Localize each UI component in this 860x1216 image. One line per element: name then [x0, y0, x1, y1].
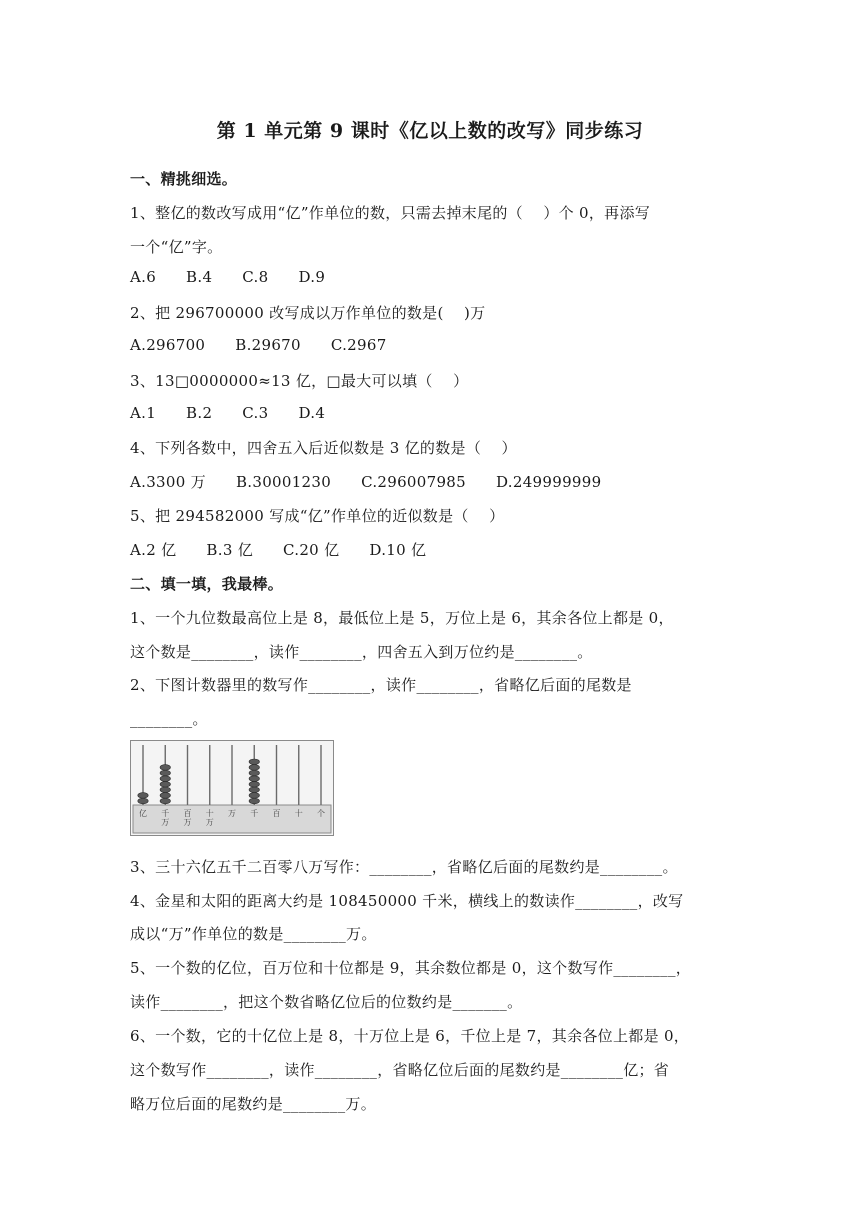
abacus-figure: [130, 740, 334, 836]
option-b: B.2: [186, 404, 213, 422]
abacus-bead: [138, 798, 148, 804]
question-1-3-options: [130, 404, 355, 422]
abacus-place-label: 千万: [161, 809, 170, 827]
option-a: A.296700: [130, 336, 206, 354]
option-c: C.20 亿: [283, 541, 340, 559]
option-d: D.10 亿: [369, 541, 427, 559]
question-2-4-line2: 成以“万”作单位的数是________万。: [130, 925, 377, 943]
option-b: B.3 亿: [206, 541, 254, 559]
abacus-bead: [249, 776, 259, 782]
abacus-bead: [160, 798, 170, 804]
abacus-place-label: 千: [250, 809, 259, 818]
question-1-5: 5、把 294582000 写成“亿”作单位的近似数是（ ）: [130, 507, 505, 525]
abacus-bead: [249, 759, 259, 765]
abacus-bead: [249, 787, 259, 793]
question-1-2: 2、把 296700000 改写成以万作单位的数是( )万: [130, 304, 486, 322]
abacus-place-label: 百万: [183, 809, 192, 827]
option-d: D.249999999: [496, 473, 602, 491]
question-2-5-line1: 5、一个数的亿位，百万位和十位都是 9，其余数位都是 0，这个数写作________，: [130, 959, 692, 977]
question-2-1-line1: 1、一个九位数最高位上是 8，最低位上是 5，万位上是 6，其余各位上都是 0，: [130, 609, 674, 627]
question-1-1-line1: 1、整亿的数改写成用“亿”作单位的数，只需去掉末尾的（ ）个 0，再添写: [130, 204, 651, 222]
abacus-bead: [160, 765, 170, 771]
option-d: D.4: [298, 404, 326, 422]
question-2-4-line1: 4、金星和太阳的距离大约是 108450000 千米，横线上的数读作________，改写: [130, 892, 684, 910]
abacus-bead: [249, 781, 259, 787]
option-b: B.29670: [235, 336, 301, 354]
option-c: C.3: [242, 404, 269, 422]
option-a: A.2 亿: [130, 541, 177, 559]
section-heading-2: 二、填一填，我最棒。: [130, 575, 284, 593]
option-b: B.4: [186, 268, 213, 286]
option-d: D.9: [298, 268, 326, 286]
option-a: A.6: [130, 268, 157, 286]
abacus-bead: [249, 793, 259, 799]
abacus-bead: [160, 793, 170, 799]
option-c: C.2967: [330, 336, 387, 354]
option-a: A.1: [130, 404, 157, 422]
abacus-bead: [160, 776, 170, 782]
option-a: A.3300 万: [130, 473, 206, 491]
abacus-bead: [249, 770, 259, 776]
question-2-6-line3: 略万位后面的尾数约是________万。: [130, 1095, 377, 1113]
abacus-place-label: 万: [228, 809, 236, 818]
question-2-2-line2: ________。: [130, 710, 208, 728]
abacus-place-label: 个: [317, 809, 325, 818]
question-1-1-line2: 一个“亿”字。: [130, 238, 223, 256]
abacus-place-label: 十万: [205, 809, 214, 827]
abacus-bead: [160, 770, 170, 776]
abacus-bead: [138, 793, 148, 799]
option-c: C.296007985: [361, 473, 466, 491]
section-heading-1: 一、精挑细选。: [130, 170, 238, 188]
question-1-2-options: [130, 336, 417, 354]
question-2-1-line2: 这个数是________，读作________，四舍五入到万位约是________。: [130, 643, 593, 661]
abacus-bead: [160, 787, 170, 793]
question-1-5-options: [130, 539, 456, 560]
question-1-4: 4、下列各数中，四舍五入后近似数是 3 亿的数是（ ）: [130, 439, 517, 457]
page-title: 第 1 单元第 9 课时《亿以上数的改写》同步练习: [216, 120, 644, 142]
option-c: C.8: [242, 268, 269, 286]
question-2-6-line1: 6、一个数，它的十亿位上是 8，十万位上是 6，千位上是 7，其余各位上都是 0，: [130, 1027, 690, 1045]
question-2-6-line2: 这个数写作________，读作________，省略亿位后面的尾数约是________亿；省: [130, 1061, 670, 1079]
option-b: B.30001230: [235, 473, 332, 491]
question-1-3: 3、13□0000000≈13 亿，□最大可以填（ ）: [130, 372, 469, 390]
abacus-bead: [160, 781, 170, 787]
question-1-4-options: [130, 471, 631, 492]
abacus-place-label: 亿: [139, 809, 147, 818]
abacus-place-label: 百: [272, 809, 281, 818]
abacus-bead: [249, 765, 259, 771]
question-2-5-line2: 读作________，把这个数省略亿位后的位数约是_______。: [130, 993, 523, 1011]
abacus-place-label: 十: [294, 809, 303, 818]
abacus-drawing: [131, 741, 333, 835]
abacus-bead: [249, 798, 259, 804]
question-2-2-line1: 2、下图计数器里的数写作________，读作________，省略亿后面的尾数是: [130, 676, 632, 694]
question-2-3: 3、三十六亿五千二百零八万写作：________，省略亿后面的尾数约是________。: [130, 858, 678, 876]
question-1-1-options: [130, 268, 355, 286]
